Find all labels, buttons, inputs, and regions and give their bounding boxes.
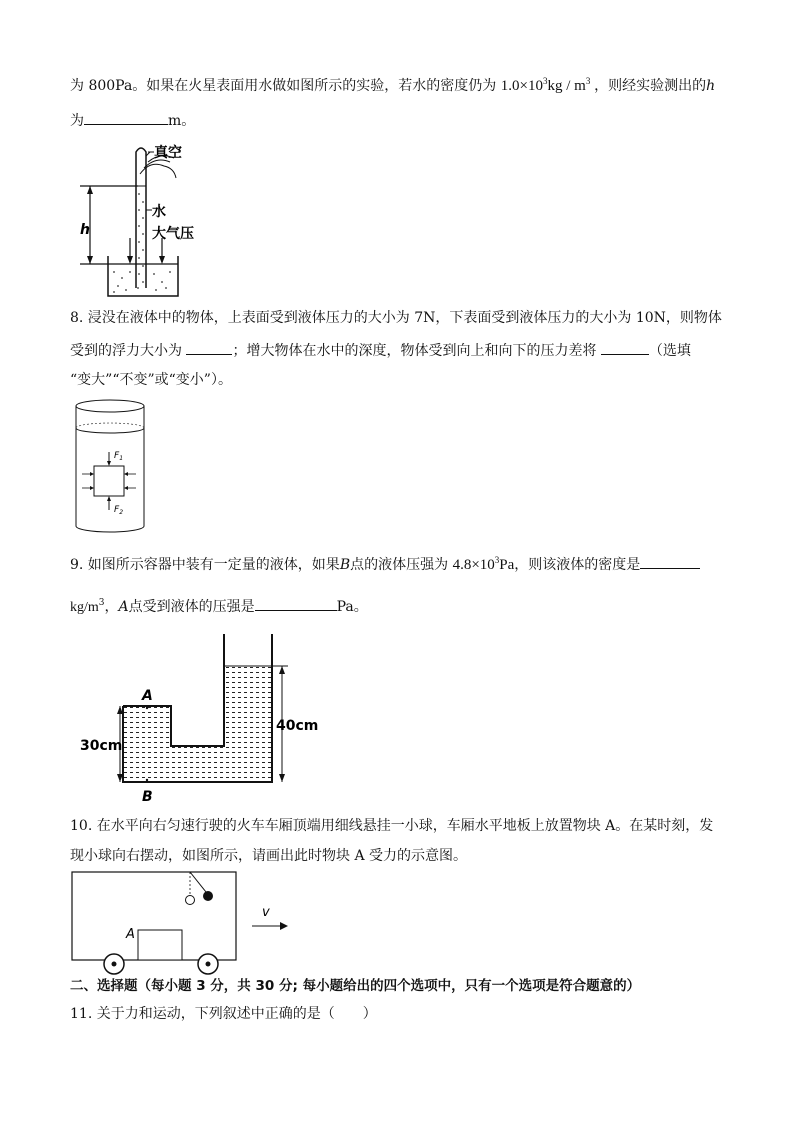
dim-40cm: 40cm [276,718,319,734]
q10-line1: 10. 在水平向右匀速行驶的火车车厢顶端用细线悬挂一小球，车厢水平地板上放置物块 A。在某时刻，发 [70,818,714,834]
q9-blank-density[interactable] [640,554,700,569]
h-label: h [80,222,90,238]
q8-figure-cylinder [70,398,152,536]
q9-blank-pressure[interactable] [255,596,337,611]
dim-30cm: 30cm [80,738,123,754]
q8-line2: 受到的浮力大小为 ；增大物体在水中的深度，物体受到向上和向下的压力差将 （选填 [70,340,691,361]
section2-heading: 二、选择题（每小题 3 分，共 30 分; 每小题给出的四个选项中，只有一个选项是符合题意的） [70,978,641,994]
pressure-value: $4.8\times 10^3Pa$ [452,555,515,573]
q10-figure-train [70,870,302,976]
q9-line1: 9. 如图所示容器中装有一定量的液体，如果B点的液体压强为 $4.8\times 10^3Pa$，则该液体的密度是 [70,554,700,575]
q8-blank-1[interactable] [186,340,232,355]
vacuum-label: 真空 [154,145,182,161]
f2-label: $F_2$ [114,505,124,516]
q8-line3: “变大”“不变”或“变小”）。 [70,372,232,388]
q9-line2: $kg/m^3$，A点受到液体的压强是 Pa。 [70,598,368,615]
q8-line1: 8. 浸没在液体中的物体，上表面受到液体压力的大小为 7N，下表面受到液体压力的大小为 10N，则物体 [70,310,722,326]
q7-line1: 为 800Pa。如果在火星表面用水做如图所示的实验，若水的密度仍为 $1.0\times 10^3kg / m^3$ ，则经实验测出的h [70,76,716,94]
block-a-label: A [126,927,135,942]
point-b-label: B [142,789,153,805]
q9-figure-container [76,630,336,808]
f1-label: $F_1$ [114,451,124,462]
q7-line2: 为 m。 [70,110,195,131]
q7-figure-barometer [78,138,218,298]
q10-line2: 现小球向右摆动，如图所示，请画出此时物块 A 受力的示意图。 [70,848,468,864]
atm-label: 大气压 [152,226,194,242]
q11-line1: 11. 关于力和运动，下列叙述中正确的是（ ） [70,1006,377,1022]
q8-blank-2[interactable] [601,340,649,355]
velocity-label: v [262,905,270,920]
density-value: $1.0\times 10^3kg / m^3$ [500,76,591,94]
water-label: 水 [152,204,166,220]
point-a-label: A [142,688,153,704]
q7-answer-blank[interactable] [84,110,168,125]
